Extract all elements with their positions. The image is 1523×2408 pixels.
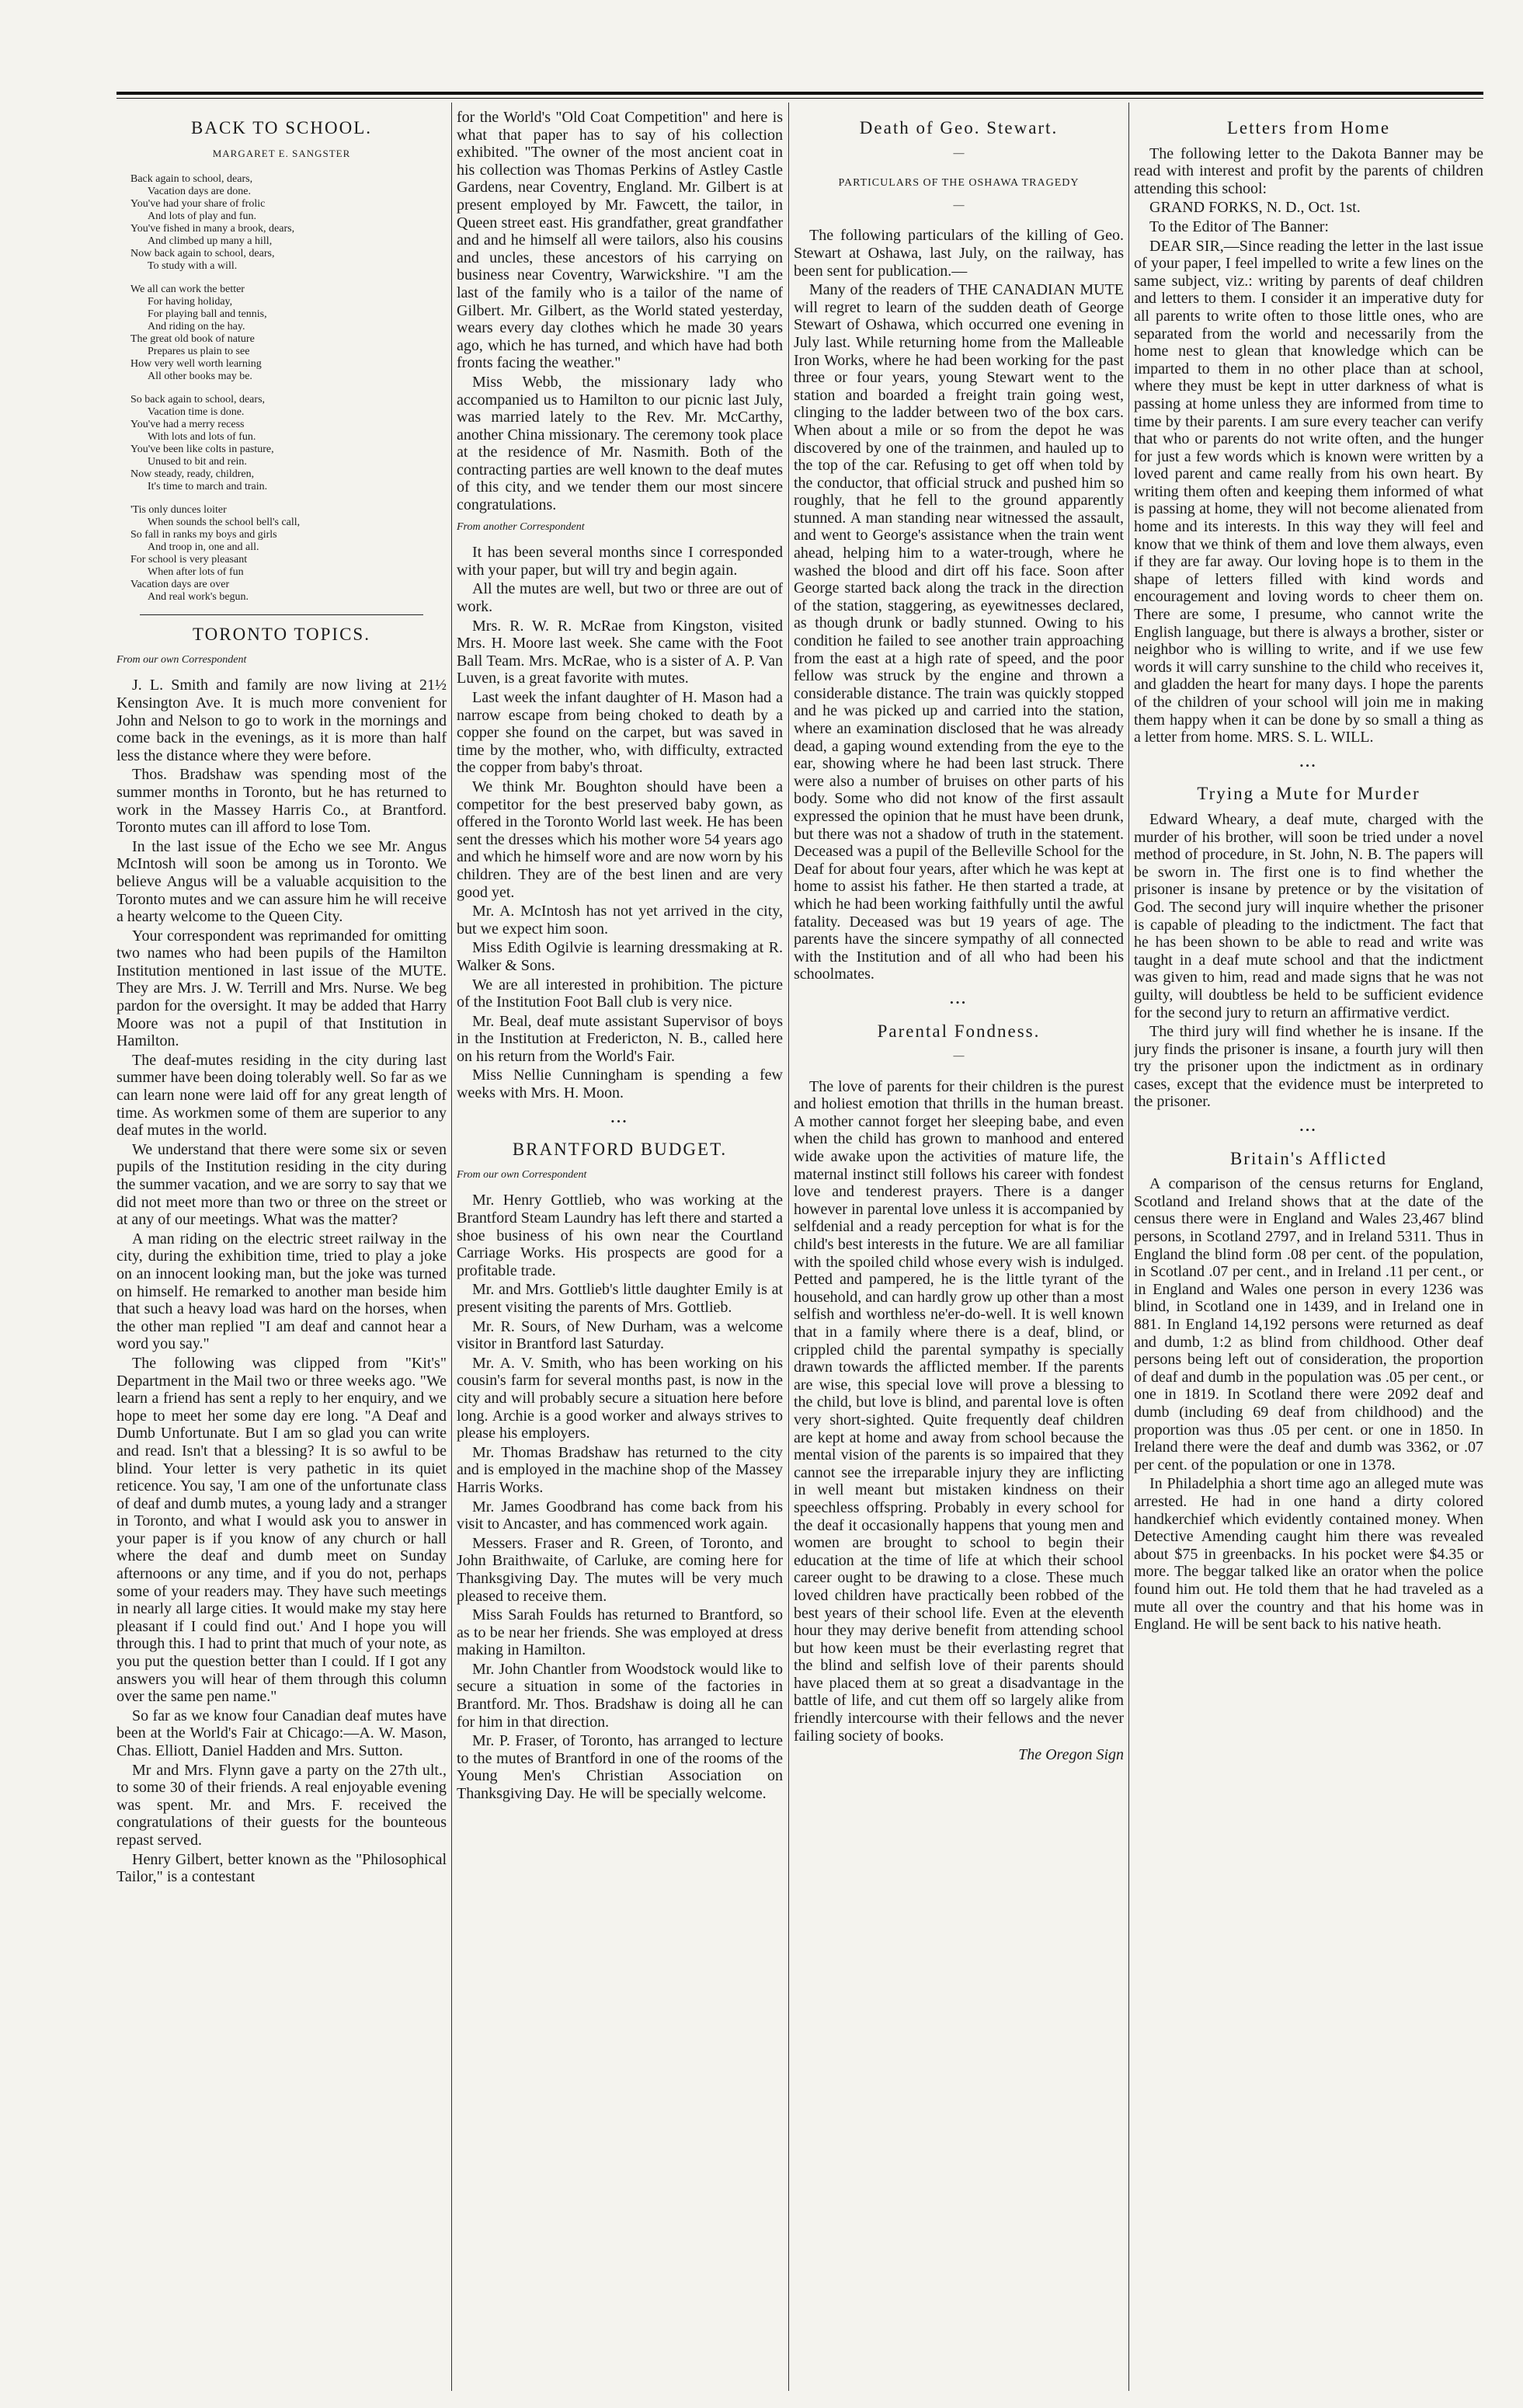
poem-line: For school is very pleasant bbox=[130, 554, 248, 566]
letters-title: Letters from Home bbox=[1226, 118, 1391, 137]
paragraph: Thos. Bradshaw was spending most of the summer months in Toronto, but he has returned to work in the Massey Harris Co., at Brantford. Toronto mutes can ill afford to lose Tom. bbox=[116, 766, 447, 837]
paragraph: To the Editor of The Banner: bbox=[1149, 217, 1329, 235]
paragraph: Miss Edith Ogilvie is learning dressmaking at R. Walker & Sons. bbox=[457, 939, 783, 974]
poem-line: You've had your share of frolic bbox=[130, 198, 266, 211]
column-1 bbox=[116, 109, 447, 2386]
death-title: Death of Geo. Stewart. bbox=[859, 118, 1059, 137]
poem-line: Vacation time is done. bbox=[148, 406, 245, 419]
paragraph: We are all interested in prohibition. The picture of the Institution Foot Ball club is very nice. bbox=[457, 976, 783, 1011]
paragraph: Mrs. R. W. R. McRae from Kingston, visited Mrs. H. Moore last week. She came with the Foot Ball Team. Mrs. McRae, who is a sister of A. P. Van Luven, is a great favorite with mutes. bbox=[457, 617, 783, 687]
topics-body bbox=[116, 677, 447, 1885]
poem-line: Vacation days are over bbox=[130, 579, 230, 591]
section-divider bbox=[140, 614, 423, 615]
paragraph: It has been several months since I corresponded with your paper, but will try and begin again. bbox=[457, 544, 783, 579]
poem-line: You've fished in many a brook, dears, bbox=[130, 223, 295, 235]
paragraph: Miss Sarah Foulds has returned to Brantford, so as to be near her friends. She was employed at dress making in Hamilton. bbox=[457, 1606, 783, 1659]
paragraph: We understand that there were some six or seven pupils of the Institution residing in the city during the summer vacation, and we are sorry to say that we did not meet more than two or three on the street or at any of our meetings. What was the matter? bbox=[116, 1140, 447, 1229]
death-subtitle: PARTICULARS OF THE OSHAWA TRAGEDY bbox=[838, 177, 1080, 190]
second-correspondent: From another Correspondent bbox=[457, 520, 585, 533]
newspaper-page bbox=[116, 92, 1483, 2391]
paragraph: The love of parents for their children is the purest and holiest emotion that thrills in the human breast. A mother cannot forget her sleeping babe, and even when the child has grown to manhood and entered wide awake upon the activities of mature life, the maternal instinct still follows his career with fondest love and tenderest prayers. There is a danger however in parental love unless it is accompanied by selfdenial and a ready perception for what is for the child's best interests in the future. We are all familiar with the spoiled child whose every wish is indulged. Petted and pampered, he is the little tyrant of the household, and can hardly grow up other than a most selfish and worthless ne'er-do-well. It is well known that in a family where there is a deaf, blind, or crippled child the parental sympathy is specially drawn towards the afflicted member. If the parents are wise, this special love will prove a blessing to the child, but love is blind, and parental love is often very short-sighted. Quite frequently deaf children are kept at home and away from school because the mental vision of the parents is so impaired that they cannot see the irreparable injury they are inflicting in well meant but mistaken kindness on their speechless offspring. Probably in every school for the deaf it occasionally happens that young men and women are brought to school to begin their education at the time of life at which their school career ought to be drawing to a close. These much loved children have practically been robbed of the best years of their school life. Even at the eleventh hour they may derive benefit from attending school but how keen must be their everlasting regret that the blind and selfish love of their parents should have placed them at so great a disadvantage in the battle of life, and cut them off so largely alike from friendly intercourse with their fellows and the never failing society of books. bbox=[794, 1077, 1124, 1745]
column-rule bbox=[788, 103, 789, 2391]
second-correspondent-body bbox=[457, 544, 783, 1101]
paragraph: Miss Nellie Cunningham is spending a few weeks with Mrs. H. Moon. bbox=[457, 1067, 783, 1102]
paragraph: Mr. and Mrs. Gottlieb's little daughter Emily is at present visiting the parents of Mrs. Gottlieb. bbox=[457, 1281, 783, 1316]
paragraph: Last week the infant daughter of H. Mason had a narrow escape from being choked to death by a copper she found on the carpet, but was saved in time by the mother, who, with difficulty, extracted the copper from baby's throat. bbox=[457, 689, 783, 777]
paragraph: All the mutes are well, but two or three are out of work. bbox=[457, 580, 783, 616]
topics-correspondent: From our own Correspondent bbox=[116, 653, 247, 666]
paragraph: GRAND FORKS, N. D., Oct. 1st. bbox=[1149, 199, 1361, 217]
budget-title: BRANTFORD BUDGET. bbox=[512, 1140, 728, 1160]
dash: — bbox=[953, 199, 965, 211]
britain-body bbox=[1134, 1175, 1483, 1633]
poem-line: You've had a merry recess bbox=[130, 419, 245, 431]
parental-title: Parental Fondness. bbox=[877, 1021, 1041, 1041]
paragraph: We think Mr. Boughton should have been a competitor for the best preserved baby gown, as offered in the Toronto World last week. He has been sent the dresses which his mother wore 54 years ago and which he himself wore and are now worn by his children. They are of the best linen and are very good yet. bbox=[457, 778, 783, 901]
paragraph: The following particulars of the killing of Geo. Stewart at Oshawa, last July, on the railway, has been sent for publication.— bbox=[794, 227, 1124, 280]
death-body bbox=[794, 227, 1124, 983]
column-rule bbox=[451, 103, 452, 2391]
paragraph: Mr. Thomas Bradshaw has returned to the city and is employed in the machine shop of the Massey Harris Works. bbox=[457, 1443, 783, 1496]
parental-source: The Oregon Sign bbox=[1018, 1746, 1124, 1764]
column-4 bbox=[1134, 109, 1483, 2386]
poem-line: Now back again to school, dears, bbox=[130, 248, 275, 260]
poem-line: When sounds the school bell's call, bbox=[148, 517, 301, 529]
budget-correspondent: From our own Correspondent bbox=[457, 1168, 587, 1181]
trying-title: Trying a Mute for Murder bbox=[1197, 784, 1420, 804]
poem-line: When after lots of fun bbox=[148, 566, 244, 579]
paragraph: In Philadelphia a short time ago an alleged mute was arrested. He had in one hand a dirty colored handkerchief which evidently contained money. When Detective Amending caught him there was revealed about $75 in greenbacks. In his pocket were $4.35 or more. The beggar talked like an orator when the police found him out. He told them that he had traveled as a mute all over the country and that his home was in England. He will be sent back to his native heath. bbox=[1134, 1475, 1483, 1634]
separator: ••• bbox=[1299, 759, 1318, 771]
budget-body bbox=[457, 1192, 783, 1802]
paragraph: Many of the readers of THE CANADIAN MUTE will regret to learn of the sudden death of George Stewart of Oshawa, which occurred one evening in July last. While returning home from the Malleable Iron Works, where he had been working for the past three or four years, young Stewart went to the station and boarded a freight train going west, clinging to the ladder between two of the box cars. When about a mile or so from the depot he was discovered by one of the trainmen, and hauled up to the top of the car. Refusing to get off when told by the conductor, that official struck and pushed him so roughly, that he fell to the ground apparently stunned. A man standing near witnessed the assault, and went to George's assistance when the train went ahead, helping him to a water-trough, where he washed the blood and dirt off his face. Soon after George started back along the track in the direction of the station, staggering, as eyewitnesses declared, as though drunk or badly stunned. Owing to his condition he failed to see another train approaching from the east at a high rate of speed, and the poor fellow was struck by the engine and thrown a considerable distance. The train was quickly stopped and he was picked up and carried into the station, where an examination disclosed that he was already dead, a gaping wound extending from the eye to the ear, showing where he had been last struck. There were also a number of bruises on other parts of his body. Some who did not know of the first assault expressed the opinion that he must have been drunk, but there was not a shadow of truth in the statement. Deceased was a pupil of the Belleville School for the Deaf for about four years, after which he was kept at home to assist his father. He then started a trade, at which he had been working faithfully until the awful fatality. Deceased was but 19 years of age. The parents have the sincere sympathy of all connected with the Institution and of all who had been his schoolmates. bbox=[794, 281, 1124, 983]
paragraph: The third jury will find whether he is insane. If the jury finds the prisoner is insane, a fourth jury will then try the prisoner upon the indictment as in ordinary cases, except that the evidence must be interpreted to the prisoner. bbox=[1134, 1023, 1483, 1111]
paragraph: In the last issue of the Echo we see Mr. Angus McIntosh will soon be among us in Toronto. We believe Angus will be a valuable acquisition to the Toronto mutes and we can assure him he will receive a hearty welcome to the Queen City. bbox=[116, 837, 447, 926]
column-2 bbox=[457, 109, 783, 2386]
poem-line: So back again to school, dears, bbox=[130, 394, 266, 406]
poem-line: Prepares us plain to see bbox=[148, 346, 250, 358]
top-rule bbox=[116, 92, 1483, 95]
poem-line: For playing ball and tennis, bbox=[148, 308, 267, 321]
poem-line: And lots of play and fun. bbox=[148, 211, 256, 223]
separator: ••• bbox=[950, 996, 968, 1008]
dash: — bbox=[953, 147, 965, 159]
topics-title: TORONTO TOPICS. bbox=[193, 625, 370, 645]
parental-body bbox=[794, 1078, 1124, 1745]
poem-line: So fall in ranks my boys and girls bbox=[130, 529, 277, 541]
paragraph: Mr. R. Sours, of New Durham, was a welcome visitor in Brantford last Saturday. bbox=[457, 1317, 783, 1353]
paragraph: Edward Wheary, a deaf mute, charged with the murder of his brother, will soon be tried under a novel method of procedure, in St. John, N. B. The papers will be sworn in. The first one is to find whether the prisoner is insane by pretence or by the visitation of God. The second jury will inquire whether the prisoner is capable of pleading to the indictment. The fact that he has been shown to be able to read and write was taught in a deaf mute school and that the indictment was given to him, read and made signs that he was not guilty, will doubtless be held to be sufficient evidence for the second jury to return an affirmative verdict. bbox=[1134, 810, 1483, 1021]
paragraph: for the World's "Old Coat Competition" and here is what that paper has to say of his collection exhibited. "The owner of the most ancient coat in his collection was Thomas Perkins of Astley Castle Gardens, near Coventry, England. Mr. Gilbert is at present employed by Mr. Fawcett, the tailor, in Queen street east. His grandfather, great grandfather and and he himself all were tailors, also his cousins and uncles, these ancestors of his carrying on business near Coventry, Warwickshire. "I am the last of the family who is a tailor of the name of Gilbert. Mr. Gilbert, as the World stated yesterday, wears every day clothes which he made 30 years ago, which he has turned, and which have had both fronts facing the weather." bbox=[457, 109, 783, 372]
poem-line: Vacation days are done. bbox=[148, 186, 251, 198]
poem-line: It's time to march and train. bbox=[148, 481, 268, 493]
poem-body bbox=[130, 173, 447, 604]
paragraph: Mr. A. V. Smith, who has been working on his cousin's farm for several months past, is now in the city and will probably secure a situation here before long. Archie is a good worker and always strives to please his employers. bbox=[457, 1354, 783, 1442]
paragraph: The following was clipped from "Kit's" Department in the Mail two or three weeks ago. "We learn a friend has sent a reply to her enquiry, and we hope to meet her some day ere long. "A Deaf and Dumb Unfortunate. But I am so glad you can write and read. Isn't that a blessing? It is so awful to be blind. Your letter is very pathetic in its quiet reticence. You say, 'I am one of the unfortunate class of deaf and dumb mutes, a young lady and a stranger in Toronto, and what I would ask you to answer in your paper is if you know of any church or hall where the deaf and dumb meet on Sunday afternoons or any time, and if you do not, perhaps some of your readers may. They have such meetings in nearly all large cities. It would make my stay here pleasant if I could find out.' And I hope you will through this. I had to print that much of your note, as you put the question better than I could. If I got any answers you will hear of them through this column over the same pen name." bbox=[116, 1354, 447, 1706]
poem-line: And troop in, one and all. bbox=[148, 541, 259, 554]
paragraph: Mr. Beal, deaf mute assistant Supervisor of boys in the Institution at Fredericton, N. B., called here on his return from the World's Fair. bbox=[457, 1012, 783, 1065]
paragraph: Mr and Mrs. Flynn gave a party on the 27th ult., to some 30 of their friends. A real enjoyable evening was spent. Mr. and Mrs. F. received the congratulations of their guests for the bounteous repast served. bbox=[116, 1761, 447, 1849]
poem-line: All other books may be. bbox=[148, 371, 252, 383]
separator: ••• bbox=[610, 1115, 629, 1127]
paragraph: Miss Webb, the missionary lady who accompanied us to Hamilton to our picnic last July, was married lately to the Rev. Mr. McCarthy, another China missionary. The ceremony took place at the residence of Mr. Nasmith. Both of the contracting parties are well known to the deaf mutes of this city, and we tender them our most sincere congratulations. bbox=[457, 373, 783, 514]
paragraph: Mr. P. Fraser, of Toronto, has arranged to lecture to the mutes of Brantford in one of the rooms of the Young Men's Christian Association on Thanksgiving Day. He will be specially welcome. bbox=[457, 1732, 783, 1803]
paragraph: The following letter to the Dakota Banner may be read with interest and profit by the parents of children attending this school: bbox=[1134, 144, 1483, 197]
poem-line: We all can work the better bbox=[130, 284, 245, 296]
paragraph: Messers. Fraser and R. Green, of Toronto, and John Braithwaite, of Carluke, are coming here for Thanksgiving Day. The mutes will be very much pleased to receive them. bbox=[457, 1534, 783, 1605]
gilbert-continued bbox=[457, 109, 783, 514]
paragraph: Mr. John Chantler from Woodstock would like to secure a situation in some of the factories in Brantford. Mr. Thos. Bradshaw is doing all he can for him in that direction. bbox=[457, 1660, 783, 1731]
paragraph: Henry Gilbert, better known as the "Philosophical Tailor," is a contestant bbox=[116, 1850, 447, 1886]
poem-line: 'Tis only dunces loiter bbox=[130, 504, 227, 517]
poem-line: You've been like colts in pasture, bbox=[130, 444, 274, 456]
paragraph: A comparison of the census returns for England, Scotland and Ireland shows that at the date of the census there were in England and Wales 23,467 blind persons, in Scotland 2797, and in Ireland 5311. Thus in England the blind form .08 per cent. of the population, in Scotland .07 per cent., and in Ireland .11 per cent., or in England and Wales one person in every 1236 was blind, in Scotland one in 1439, and in Ireland one in 881. In England 14,192 persons were returned as deaf and dumb, 1:2 as blind from childhood. Other deaf persons being left out of consideration, the proportion of deaf and dumb in the population was .05 per cent., or one in 1819. In Scotland there were 2092 deaf and dumb (including 69 deaf from childhood) and the proportion was thus .05 per cent. or one in 1850. In Ireland there were the deaf and dumb was 3362, or .07 per cent. of the population or one in 1378. bbox=[1134, 1175, 1483, 1474]
poem-stanza bbox=[130, 173, 447, 273]
poem-author: MARGARET E. SANGSTER bbox=[212, 147, 351, 159]
britain-title: Britain's Afflicted bbox=[1229, 1148, 1388, 1168]
poem-line: To study with a will. bbox=[148, 260, 238, 273]
poem-line: And climbed up many a hill, bbox=[148, 235, 273, 248]
paragraph: Mr. Henry Gottlieb, who was working at the Brantford Steam Laundry has left there and started a shoe business of his own near the Courtland Carriage Works. His prospects are good for a profitable trade. bbox=[457, 1192, 783, 1279]
poem-line: For having holiday, bbox=[148, 296, 233, 308]
paragraph: DEAR SIR,—Since reading the letter in the last issue of your paper, I feel impelled to write a few lines on the same subject, viz.: writing by parents of deaf children and letters to them. I consider it an imperative duty for all parents to write often to those little ones, who are separated from the world and necessarily from the home nest to glean that knowledge which can be imparted to them in no other place than at school, where they must be kept in utter darkness of what is passing at home unless they are informed from time to time by their parents. I am sure every teacher can verify that who or parents do not write often, and the hunger for just a few words which is known were written by a loved parent and came really from his own heart. By writing them often and keeping them informed of what is passing at home, they will not become alienated from home and its interests. In this way they will feel and know that we think of them and love them always, even if they are far away. Our loving hope is to them in the shape of letters filled with kind words and encouragement and loving words to cheer them on. There are some, I presume, who cannot write the English language, but there is always a brother, sister or neighbor who is willing to write, and if we use few words it will carry sunshine to the child who receives it, and gladden the heart for many days. I hope the parents of the children of your school will join me in making them happy when it can be done by so small a thing as a letter from home. MRS. S. L. WILL. bbox=[1134, 237, 1483, 746]
poem-line: Now steady, ready, children, bbox=[130, 468, 255, 481]
paragraph: Mr. A. McIntosh has not yet arrived in the city, but we expect him soon. bbox=[457, 903, 783, 938]
paragraph: J. L. Smith and family are now living at 21½ Kensington Ave. It is much more convenient for John and Nelson to go to work in the mornings and come back in the evenings, as it is more than half less the distance where they were before. bbox=[116, 677, 447, 764]
poem-stanza bbox=[130, 394, 447, 493]
paragraph: Mr. James Goodbrand has come back from his visit to Ancaster, and has commenced work again. bbox=[457, 1498, 783, 1533]
poem-line: The great old book of nature bbox=[130, 333, 255, 346]
separator: ••• bbox=[1299, 1124, 1318, 1136]
paragraph: So far as we know four Canadian deaf mutes have been at the World's Fair at Chicago:—A. W. Mason, Chas. Elliott, Daniel Hadden and Mrs. Sutton. bbox=[116, 1707, 447, 1759]
paragraph: A man riding on the electric street railway in the city, during the exhibition time, tried to play a joke on an innocent looking man, but the joke was turned on himself. He remarked to another man beside him that such a heavy load was hard on the horses, when the other man replied "I am deaf and cannot hear a word you say." bbox=[116, 1230, 447, 1353]
column-3 bbox=[794, 109, 1124, 2386]
poem-title: BACK TO SCHOOL. bbox=[191, 118, 372, 137]
poem-line: And real work's begun. bbox=[148, 591, 249, 604]
column-rule bbox=[1128, 103, 1129, 2391]
poem-line: How very well worth learning bbox=[130, 358, 262, 371]
trying-body bbox=[1134, 811, 1483, 1111]
poem-line: Unused to bit and rein. bbox=[148, 456, 247, 468]
poem-line: And riding on the hay. bbox=[148, 321, 245, 333]
poem-stanza bbox=[130, 504, 447, 604]
top-rule-thin bbox=[116, 98, 1483, 99]
paragraph: Your correspondent was reprimanded for omitting two names who had been pupils of the Hamilton Institution mentioned in last issue of the MUTE. They are Mrs. J. W. Terrill and Mrs. Nurse. We beg pardon for the oversight. It may be added that Harry Moore was not a pupil of that Institution in Hamilton. bbox=[116, 927, 447, 1050]
poem-line: With lots and lots of fun. bbox=[148, 431, 256, 444]
poem-stanza bbox=[130, 284, 447, 383]
letters-body bbox=[1134, 145, 1483, 746]
poem-line: Back again to school, dears, bbox=[130, 173, 253, 186]
paragraph: The deaf-mutes residing in the city during last summer have been doing tolerably well. So far as we can learn none were laid off for any great length of time. As workmen some of them are superior to any deaf mutes in the world. bbox=[116, 1051, 447, 1140]
dash: — bbox=[953, 1050, 965, 1063]
